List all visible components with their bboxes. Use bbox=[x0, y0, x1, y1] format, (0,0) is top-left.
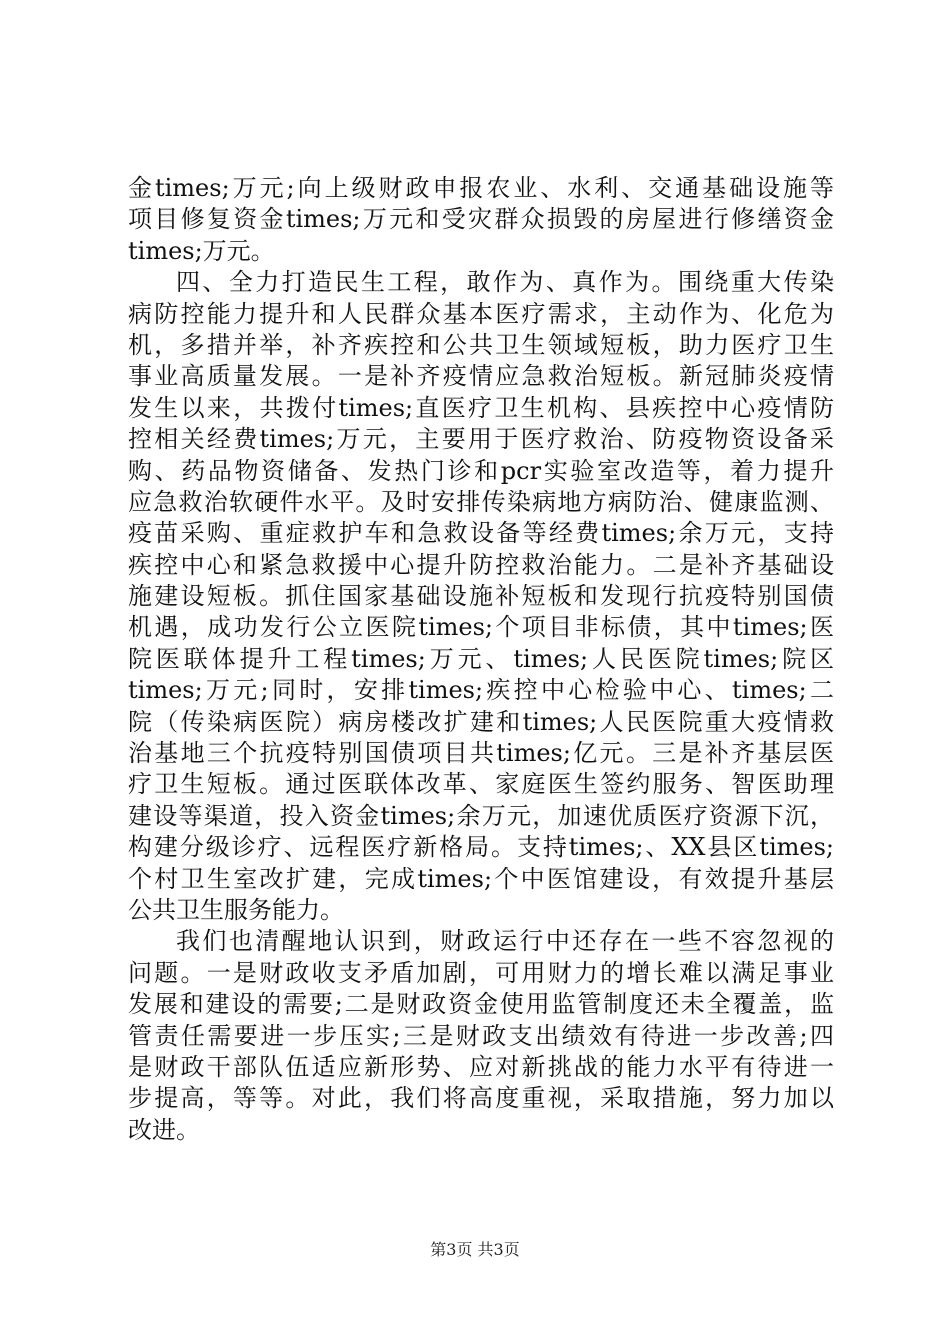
text-line: 疾控中心和紧急救援中心提升防控救治能力。二是补齐基础设 bbox=[128, 550, 834, 579]
text-line: 公共卫生服务能力。 bbox=[128, 895, 344, 924]
document-body bbox=[128, 173, 834, 1146]
text-line: 施建设短板。抓住国家基础设施补短板和发现行抗疫特别国债 bbox=[128, 582, 834, 611]
text-line: 院医联体提升工程times;万元、times;人民医院times;院区 bbox=[128, 644, 834, 673]
text-line: 疫苗采购、重症救护车和急救设备等经费times;余万元，支持 bbox=[128, 519, 834, 548]
page-number-label: 第3页 共3页 bbox=[430, 1240, 520, 1259]
text-line: 是财政干部队伍适应新形势、应对新挑战的能力水平有待进一 bbox=[128, 1052, 834, 1081]
text-line: 控相关经费times;万元，主要用于医疗救治、防疫物资设备采 bbox=[128, 425, 834, 454]
text-line: 机遇，成功发行公立医院times;个项目非标债，其中times;医 bbox=[128, 613, 834, 642]
paragraph-start-line: 我们也清醒地认识到，财政运行中还存在一些不容忽视的 bbox=[176, 927, 834, 956]
text-line: 发生以来，共拨付times;直医疗卫生机构、县疾控中心疫情防 bbox=[128, 393, 834, 422]
text-line: times;万元;同时，安排times;疾控中心检验中心、times;二 bbox=[128, 676, 834, 705]
text-line: 个村卫生室改扩建，完成times;个中医馆建设，有效提升基层 bbox=[128, 864, 834, 893]
text-line: 事业高质量发展。一是补齐疫情应急救治短板。新冠肺炎疫情 bbox=[128, 362, 834, 391]
text-line: 构建分级诊疗、远程医疗新格局。支持times;、XX县区times; bbox=[128, 833, 834, 862]
text-line: 机，多措并举，补齐疾控和公共卫生领域短板，助力医疗卫生 bbox=[128, 330, 834, 359]
text-line: 应急救治软硬件水平。及时安排传染病地方病防治、健康监测、 bbox=[128, 487, 834, 516]
text-line: 建设等渠道，投入资金times;余万元，加速优质医疗资源下沉， bbox=[128, 801, 834, 830]
text-line: 购、药品物资储备、发热门诊和pcr实验室改造等，着力提升 bbox=[128, 456, 834, 485]
text-line: 问题。一是财政收支矛盾加剧，可用财力的增长难以满足事业 bbox=[128, 958, 834, 987]
text-line: 治基地三个抗疫特别国债项目共times;亿元。三是补齐基层医 bbox=[128, 739, 834, 768]
text-line: 金times;万元;向上级财政申报农业、水利、交通基础设施等 bbox=[128, 174, 834, 202]
text-line: 疗卫生短板。通过医联体改革、家庭医生签约服务、智医助理 bbox=[128, 770, 834, 799]
text-line: times;万元。 bbox=[128, 236, 275, 265]
paragraph-start-line: 四、全力打造民生工程，敢作为、真作为。围绕重大传染 bbox=[176, 268, 834, 297]
text-line: 项目修复资金times;万元和受灾群众损毁的房屋进行修缮资金 bbox=[128, 205, 834, 234]
text-line: 院（传染病医院）病房楼改扩建和times;人民医院重大疫情救 bbox=[128, 707, 834, 736]
text-line: 发展和建设的需要;二是财政资金使用监管制度还未全覆盖，监 bbox=[128, 990, 834, 1019]
page-footer bbox=[0, 1240, 950, 1260]
text-line: 改进。 bbox=[128, 1115, 200, 1144]
text-line: 管责任需要进一步压实;三是财政支出绩效有待进一步改善;四 bbox=[128, 1021, 834, 1050]
text-line: 病防控能力提升和人民群众基本医疗需求，主动作为、化危为 bbox=[128, 299, 834, 328]
text-line: 步提高，等等。对此，我们将高度重视，采取措施，努力加以 bbox=[128, 1084, 834, 1113]
